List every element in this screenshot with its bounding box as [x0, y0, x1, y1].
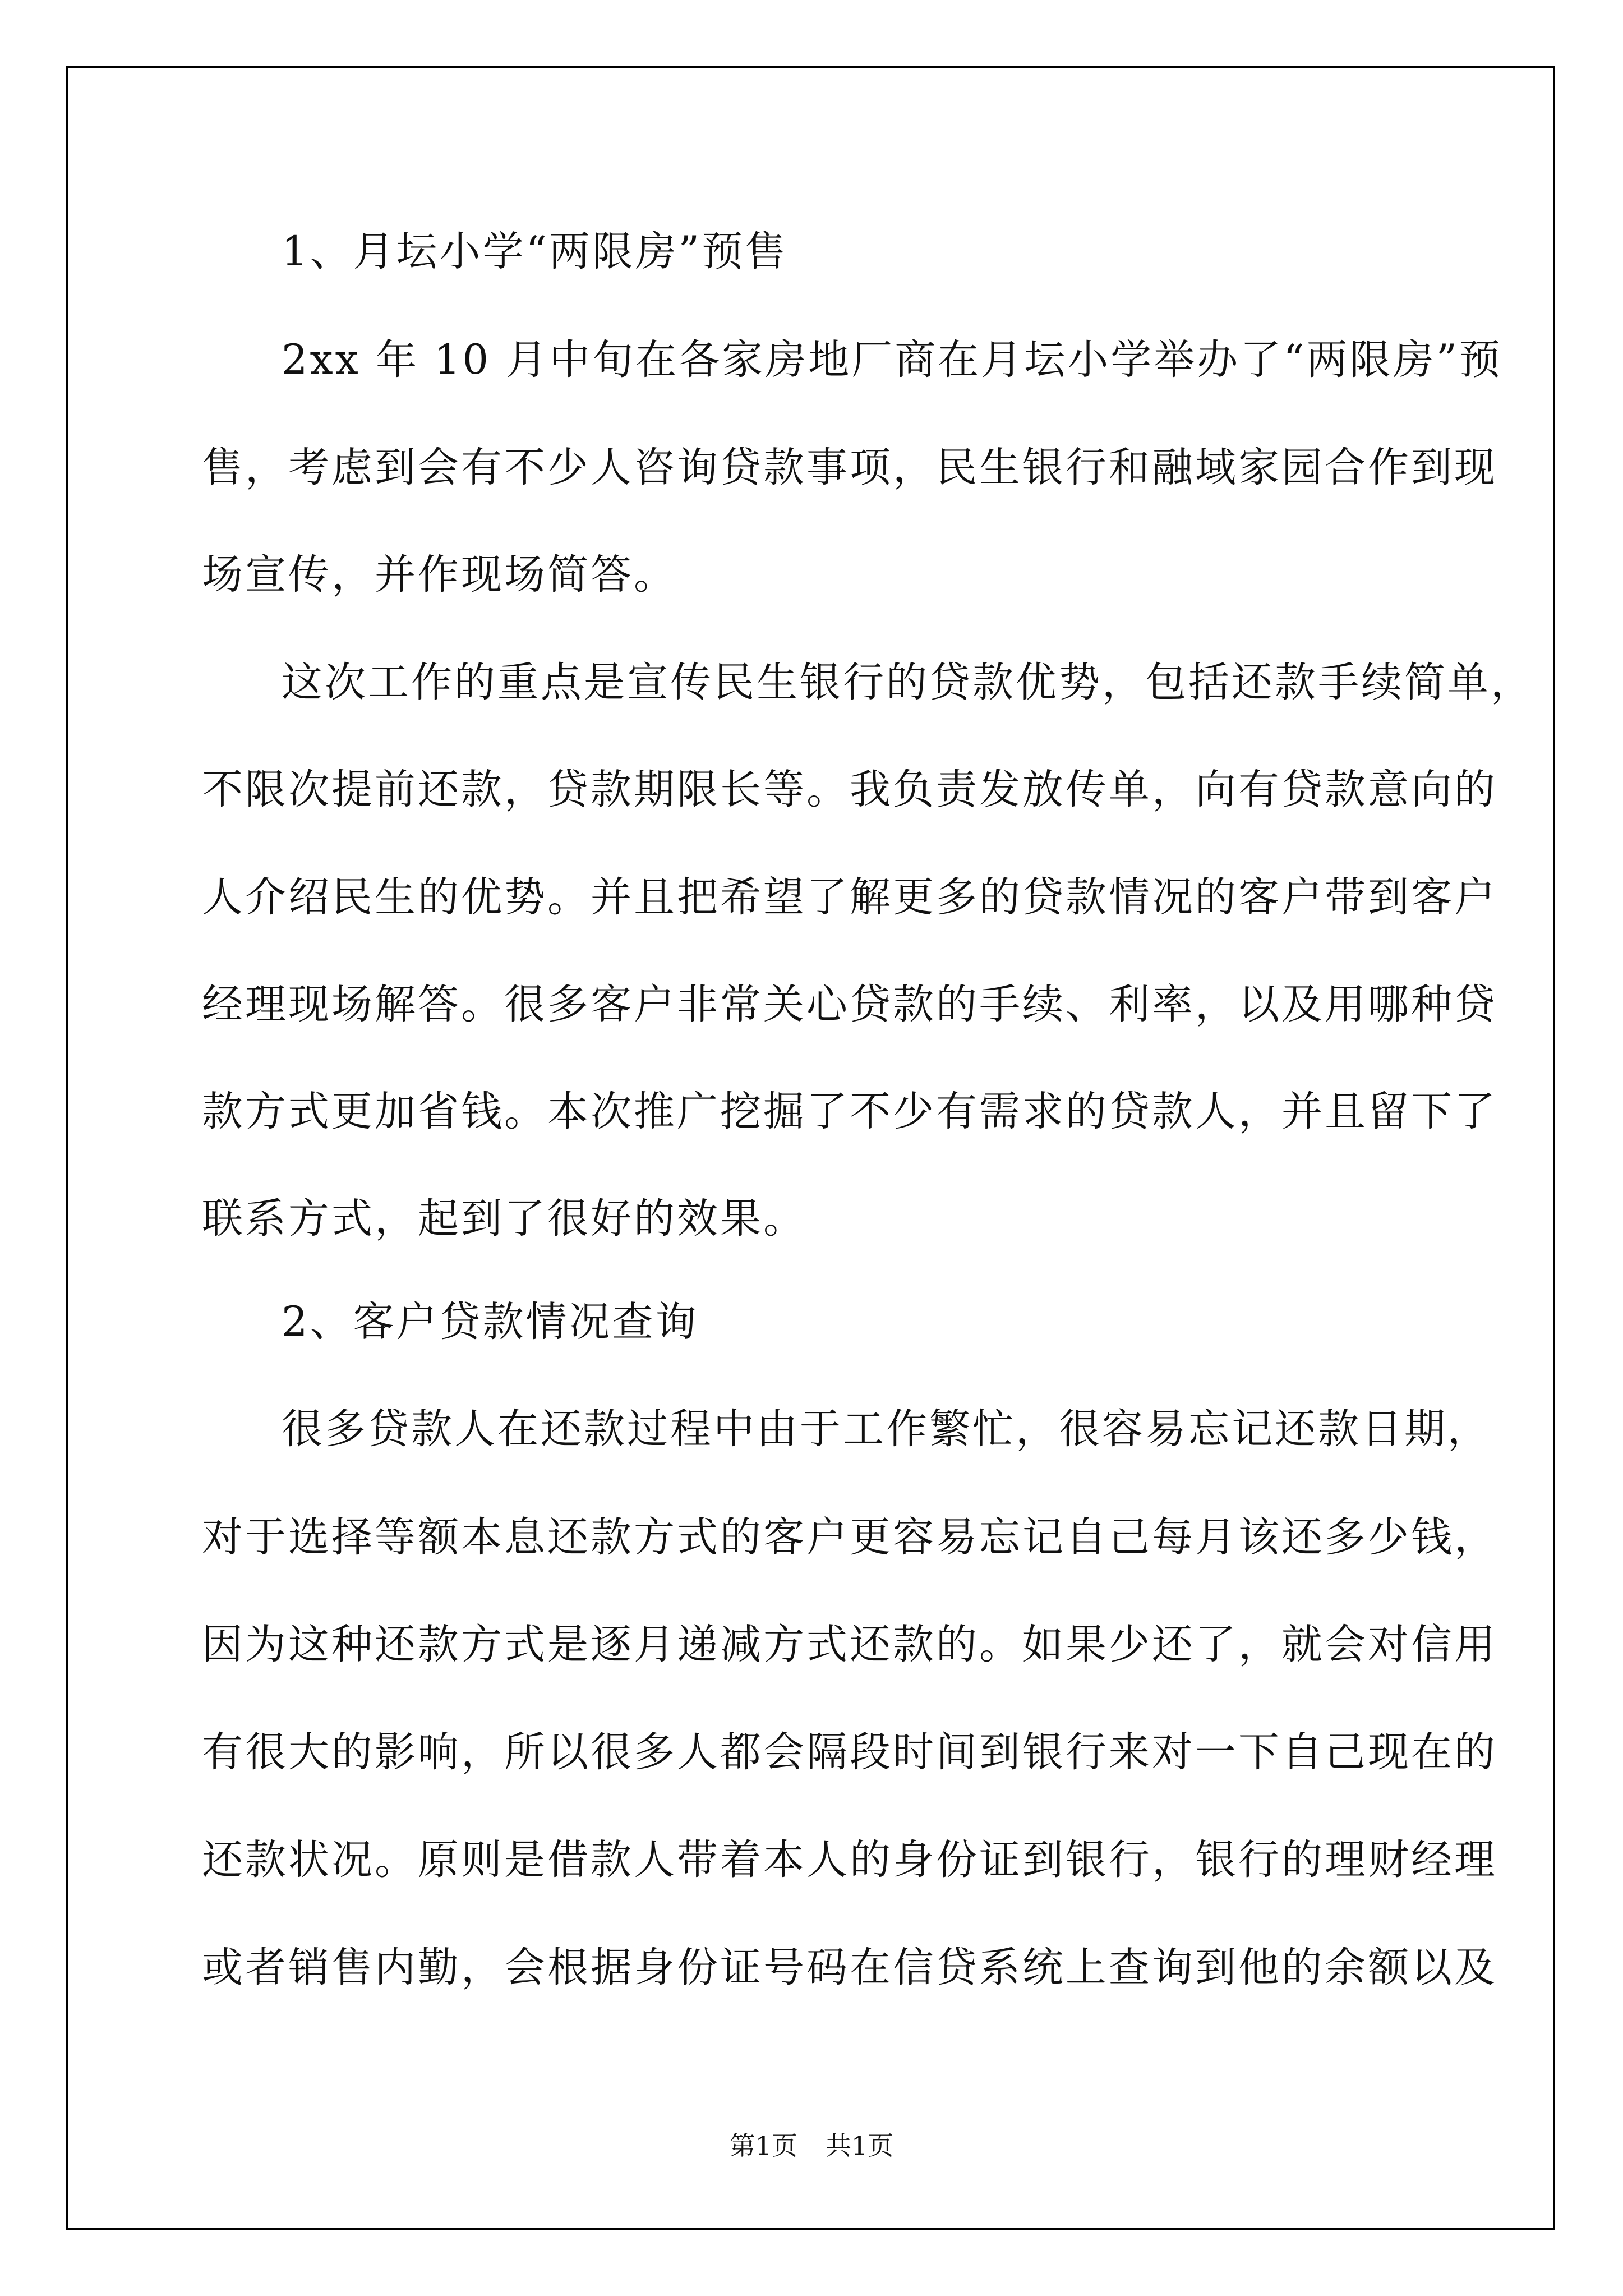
- paragraph-line: 2xx 年 10 月中旬在各家房地厂商在月坛小学举办了“两限房”预: [282, 336, 1502, 384]
- paragraph-line: 场宣传，并作现场简答。: [202, 551, 677, 599]
- paragraph-line: 不限次提前还款，贷款期限长等。我负责发放传单，向有贷款意向的: [202, 766, 1497, 813]
- paragraph-line: 对于选择等额本息还款方式的客户更容易忘记自己每月该还多少钱，: [202, 1513, 1497, 1561]
- paragraph-line: 款方式更加省钱。本次推广挖掘了不少有需求的贷款人，并且留下了: [202, 1088, 1497, 1135]
- paragraph-line: 人介绍民生的优势。并且把希望了解更多的贷款情况的客户带到客户: [202, 873, 1497, 921]
- page-border: [66, 66, 1555, 2230]
- paragraph-line: 还款状况。原则是借款人带着本人的身份证到银行，银行的理财经理: [202, 1836, 1497, 1884]
- section-heading-2: 2、客户贷款情况查询: [282, 1298, 699, 1346]
- page-footer: [0, 2133, 1623, 2159]
- paragraph-line: 因为这种还款方式是逐月递减方式还款的。如果少还了，就会对信用: [202, 1621, 1497, 1668]
- paragraph-line: 有很大的影响，所以很多人都会隔段时间到银行来对一下自己现在的: [202, 1728, 1497, 1776]
- paragraph-line: 经理现场解答。很多客户非常关心贷款的手续、利率，以及用哪种贷: [202, 981, 1497, 1028]
- page-number: 第1页: [729, 2131, 797, 2161]
- section-heading-1: 1、月坛小学“两限房”预售: [282, 228, 789, 275]
- page-total: 共1页: [826, 2131, 894, 2161]
- paragraph-line: 很多贷款人在还款过程中由于工作繁忙，很容易忘记还款日期，: [282, 1405, 1491, 1453]
- paragraph-line: 这次工作的重点是宣传民生银行的贷款优势，包括还款手续简单，: [282, 659, 1534, 706]
- paragraph-line: 或者销售内勤，会根据身份证号码在信贷系统上查询到他的余额以及: [202, 1944, 1497, 1991]
- paragraph-line: 联系方式，起到了很好的效果。: [202, 1195, 806, 1243]
- paragraph-line: 售，考虑到会有不少人咨询贷款事项，民生银行和融域家园合作到现: [202, 444, 1497, 491]
